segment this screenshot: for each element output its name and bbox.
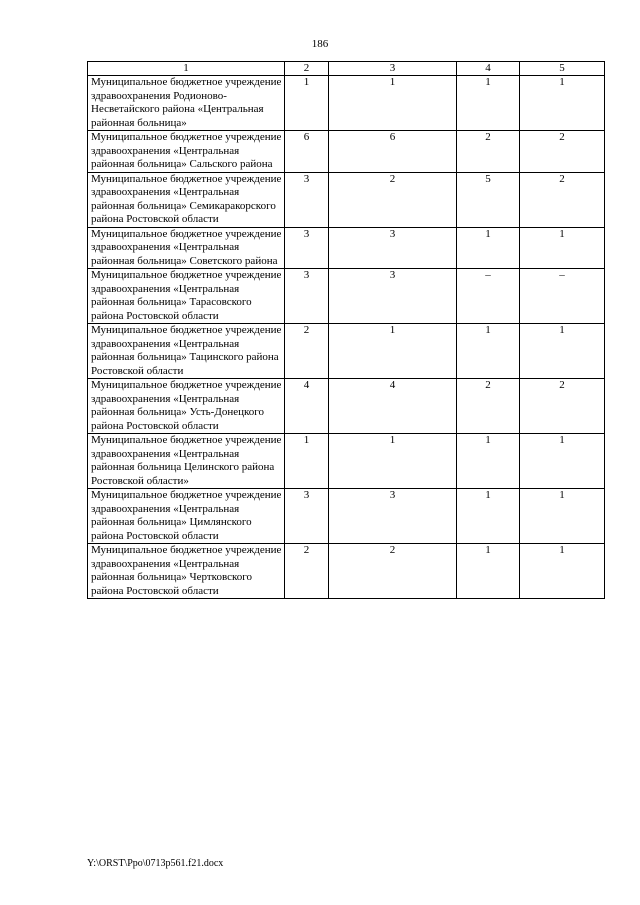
table-row: [88, 76, 605, 131]
cell-col-4: 1: [457, 489, 520, 544]
table-row: [88, 227, 605, 269]
data-table: [87, 61, 605, 599]
cell-col-2: 3: [285, 489, 329, 544]
cell-col-5: 2: [520, 172, 605, 227]
cell-col-3: 1: [329, 434, 457, 489]
cell-col-4: 1: [457, 434, 520, 489]
header-col-1: 1: [88, 62, 285, 76]
cell-col-5: –: [520, 269, 605, 324]
cell-col-2: 1: [285, 76, 329, 131]
cell-col-3: 4: [329, 379, 457, 434]
page-number: 186: [311, 38, 329, 50]
table-row: [88, 269, 605, 324]
cell-col-2: 1: [285, 434, 329, 489]
institution-name: Муниципальное бюджетное учреждение здравоохранения «Центральная районная больница» Семикаракорского района Ростовской области: [88, 172, 285, 227]
cell-col-4: 2: [457, 131, 520, 173]
cell-col-5: 1: [520, 489, 605, 544]
institution-name: Муниципальное бюджетное учреждение здравоохранения Родионово-Несветайского района «Центральная районная больница»: [88, 76, 285, 131]
cell-col-4: 1: [457, 544, 520, 599]
cell-col-4: 2: [457, 379, 520, 434]
institution-name: Муниципальное бюджетное учреждение здравоохранения «Центральная районная больница» Усть-Донецкого района Ростовской области: [88, 379, 285, 434]
cell-col-4: –: [457, 269, 520, 324]
header-col-4: 4: [457, 62, 520, 76]
institution-name: Муниципальное бюджетное учреждение здравоохранения «Центральная районная больница» Цимлянского района Ростовской области: [88, 489, 285, 544]
cell-col-2: 2: [285, 544, 329, 599]
cell-col-5: 1: [520, 544, 605, 599]
cell-col-2: 3: [285, 227, 329, 269]
table-row: [88, 434, 605, 489]
cell-col-4: 1: [457, 227, 520, 269]
cell-col-3: 2: [329, 544, 457, 599]
cell-col-2: 3: [285, 269, 329, 324]
cell-col-3: 3: [329, 489, 457, 544]
cell-col-3: 1: [329, 324, 457, 379]
footer-file-path: Y:\ORST\Ppo\0713p561.f21.docx: [87, 858, 224, 869]
table-row: [88, 172, 605, 227]
institution-name: Муниципальное бюджетное учреждение здравоохранения «Центральная районная больница» Тацинского района Ростовской области: [88, 324, 285, 379]
table-row: [88, 324, 605, 379]
cell-col-2: 2: [285, 324, 329, 379]
table-header-row: [88, 62, 605, 76]
cell-col-4: 1: [457, 324, 520, 379]
cell-col-3: 1: [329, 76, 457, 131]
cell-col-2: 6: [285, 131, 329, 173]
cell-col-4: 1: [457, 76, 520, 131]
cell-col-3: 6: [329, 131, 457, 173]
cell-col-5: 1: [520, 324, 605, 379]
cell-col-2: 4: [285, 379, 329, 434]
header-col-5: 5: [520, 62, 605, 76]
institution-name: Муниципальное бюджетное учреждение здравоохранения «Центральная районная больница» Советского района: [88, 227, 285, 269]
cell-col-3: 2: [329, 172, 457, 227]
table-row: [88, 379, 605, 434]
institution-name: Муниципальное бюджетное учреждение здравоохранения «Центральная районная больница Целинского района Ростовской области»: [88, 434, 285, 489]
cell-col-3: 3: [329, 269, 457, 324]
table-row: [88, 131, 605, 173]
header-col-3: 3: [329, 62, 457, 76]
cell-col-3: 3: [329, 227, 457, 269]
cell-col-5: 2: [520, 379, 605, 434]
institution-name: Муниципальное бюджетное учреждение здравоохранения «Центральная районная больница» Чертковского района Ростовской области: [88, 544, 285, 599]
cell-col-4: 5: [457, 172, 520, 227]
institution-name: Муниципальное бюджетное учреждение здравоохранения «Центральная районная больница» Тарасовского района Ростовской области: [88, 269, 285, 324]
cell-col-5: 2: [520, 131, 605, 173]
cell-col-5: 1: [520, 227, 605, 269]
cell-col-2: 3: [285, 172, 329, 227]
table-row: [88, 489, 605, 544]
header-col-2: 2: [285, 62, 329, 76]
table-row: [88, 544, 605, 599]
institution-name: Муниципальное бюджетное учреждение здравоохранения «Центральная районная больница» Сальского района: [88, 131, 285, 173]
cell-col-5: 1: [520, 434, 605, 489]
cell-col-5: 1: [520, 76, 605, 131]
